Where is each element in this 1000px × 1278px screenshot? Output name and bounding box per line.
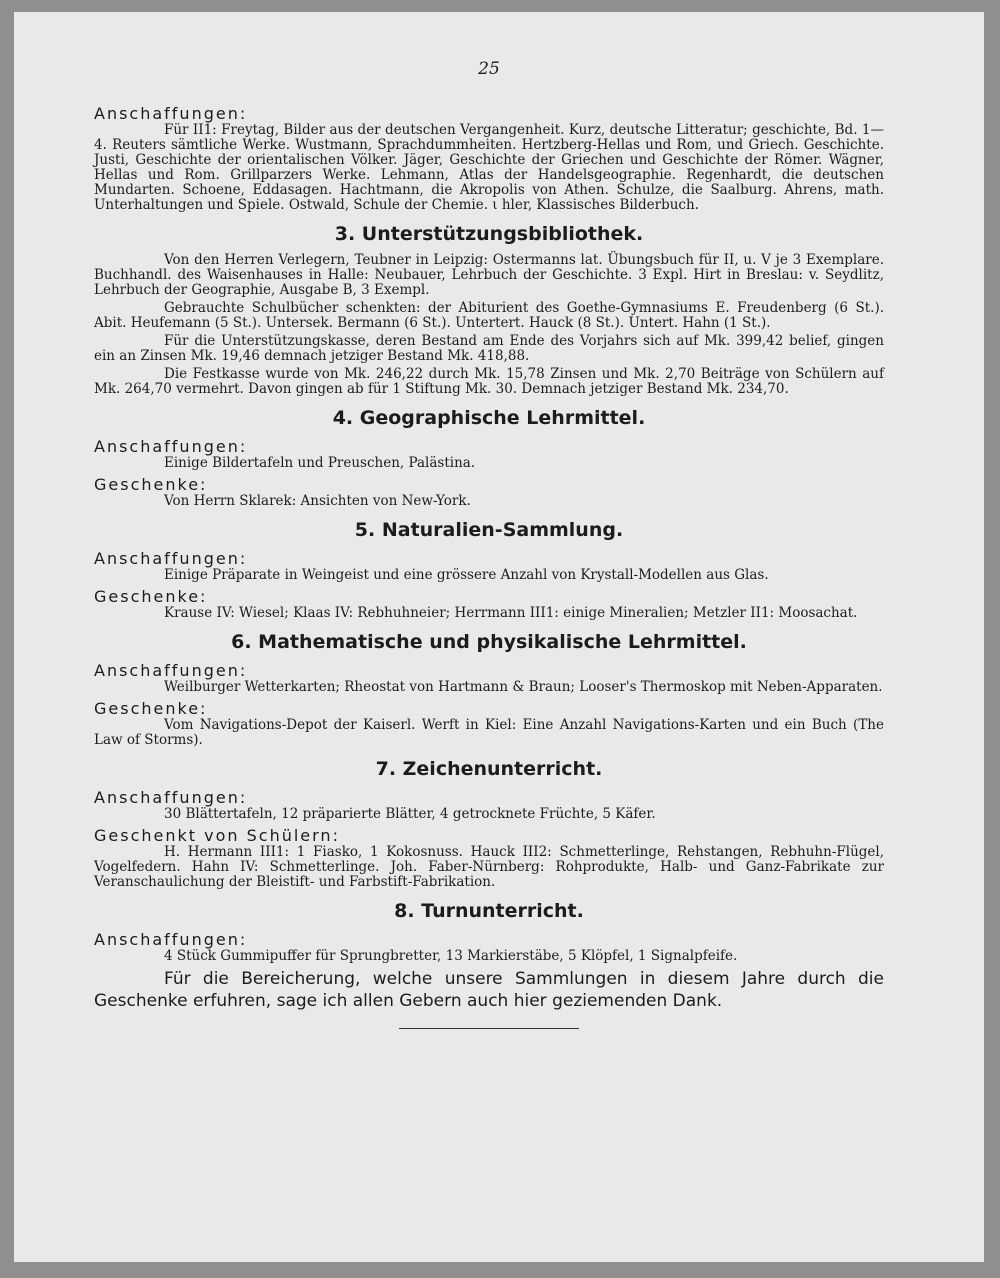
section-7-label-acquisitions: Anschaffungen: [94, 788, 248, 807]
section-7-label-gifts: Geschenkt von Schülern: [94, 826, 340, 845]
section-3-para-1: Von den Herren Verlegern, Teubner in Leipzig: Ostermanns lat. Übungsbuch für II, u. V je 3 Exemplare. Buchhandl. des Waisenhauses in Halle: Neubauer, Lehrbuch der Geschichte. 3 Expl. Hirt in Breslau: v. Seydlitz, Lehrbuch der Geographie, Ausgabe B, 3 Exempl. [94, 252, 884, 298]
section-6-gifts: Vom Navigations-Depot der Kaiserl. Werft in Kiel: Eine Anzahl Navigations-Karten und ein Buch (The Law of Storms). [94, 717, 884, 748]
section-6-label-gifts: Geschenke: [94, 699, 208, 718]
document-page [14, 12, 984, 1262]
section-4-gifts: Von Herrn Sklarek: Ansichten von New-York. [164, 493, 471, 509]
section-3-para-3: Für die Unterstützungskasse, deren Bestand am Ende des Vorjahrs sich auf Mk. 399,42 belief, gingen ein an Zinsen Mk. 19,46 demnach jetziger Bestand Mk. 418,88. [94, 333, 884, 364]
section-8-heading: 8. Turnunterricht. [394, 900, 584, 922]
section-5-gifts: Krause IV: Wiesel; Klaas IV: Rebhuhneier; Herrmann III1: einige Mineralien; Metzler II1: Moosachat. [164, 605, 858, 621]
section-7-acquisitions: 30 Blättertafeln, 12 präparierte Blätter, 4 getrocknete Früchte, 5 Käfer. [164, 806, 656, 822]
section-4-label-acquisitions: Anschaffungen: [94, 437, 248, 456]
closing-paragraph: Für die Bereicherung, welche unsere Sammlungen in diesem Jahre durch die Geschenke erfuhren, sage ich allen Gebern auch hier geziemenden Dank. [94, 969, 884, 1011]
section-4-label-gifts: Geschenke: [94, 475, 208, 494]
page-number: 25 [478, 59, 500, 79]
section-7-gifts: H. Hermann III1: 1 Fiasko, 1 Kokosnuss. Hauck III2: Schmetterlinge, Rehstangen, Rebhuhn-Flügel, Vogelfedern. Hahn IV: Schmetterlinge. Joh. Faber-Nürnberg: Rohprodukte, Halb- und Ganz-Fabrikate zur Veranschaulichung der Bleistift- und Farbstift-Fabrikation. [94, 844, 884, 890]
section-6-label-acquisitions: Anschaffungen: [94, 661, 248, 680]
section-3-para-4: Die Festkasse wurde von Mk. 246,22 durch Mk. 15,78 Zinsen und Mk. 2,70 Beiträge von Schülern auf Mk. 264,70 vermehrt. Davon gingen ab für 1 Stiftung Mk. 30. Demnach jetziger Bestand Mk. 234,70. [94, 366, 884, 397]
closing-rule [399, 1028, 579, 1029]
section-7-heading: 7. Zeichenunterricht. [375, 758, 603, 780]
section-5-label-gifts: Geschenke: [94, 587, 208, 606]
section-5-label-acquisitions: Anschaffungen: [94, 549, 248, 568]
page-content [94, 59, 884, 1029]
section-6-acquisitions: Weilburger Wetterkarten; Rheostat von Hartmann & Braun; Looser's Thermoskop mit Neben-Apparaten. [164, 679, 883, 695]
section-4-acquisitions: Einige Bildertafeln und Preuschen, Palästina. [164, 455, 476, 471]
section-5-acquisitions: Einige Präparate in Weingeist und eine grössere Anzahl von Krystall-Modellen aus Glas. [164, 567, 769, 583]
section-8-label-acquisitions: Anschaffungen: [94, 930, 248, 949]
section-8-acquisitions: 4 Stück Gummipuffer für Sprungbretter, 13 Markierstäbe, 5 Klöpfel, 1 Signalpfeife. [164, 948, 738, 964]
section-3-heading: 3. Unterstützungsbibliothek. [334, 223, 644, 245]
section-6-heading: 6. Mathematische und physikalische Lehrmittel. [231, 631, 747, 653]
section-4-heading: 4. Geographische Lehrmittel. [332, 407, 646, 429]
intro-label: Anschaffungen: [94, 104, 248, 123]
section-3-para-2: Gebrauchte Schulbücher schenkten: der Abiturient des Goethe-Gymnasiums E. Freudenberg (6 St.). Abit. Heufemann (5 St.). Untersek. Bermann (6 St.). Untertert. Hauck (8 St.). Untert. Hahn (1 St.). [94, 300, 884, 331]
intro-text: Für II1: Freytag, Bilder aus der deutschen Vergangenheit. Kurz, deutsche Litteratur; geschichte, Bd. 1—4. Reuters sämtliche Werke. Wustmann, Sprachdummheiten. Hertzberg-Hellas und Rom, und Griech. Geschichte. Justi, Geschichte der orientalischen Völker. Jäger, Geschichte der Griechen und Geschichte der Römer. Wägner, Hellas und Rom. Grillparzers Werke. Lehmann, Atlas der Handelsgeographie. Regenhardt, die deutschen Mundarten. Schoene, Eddasagen. Hachtmann, die Akropolis von Athen. Schulze, die Saalburg. Ahrens, math. Unterhaltungen und Spiele. Ostwald, Schule der Chemie. ι hler, Klassisches Bilderbuch. [94, 122, 884, 213]
section-5-heading: 5. Naturalien-Sammlung. [354, 519, 624, 541]
